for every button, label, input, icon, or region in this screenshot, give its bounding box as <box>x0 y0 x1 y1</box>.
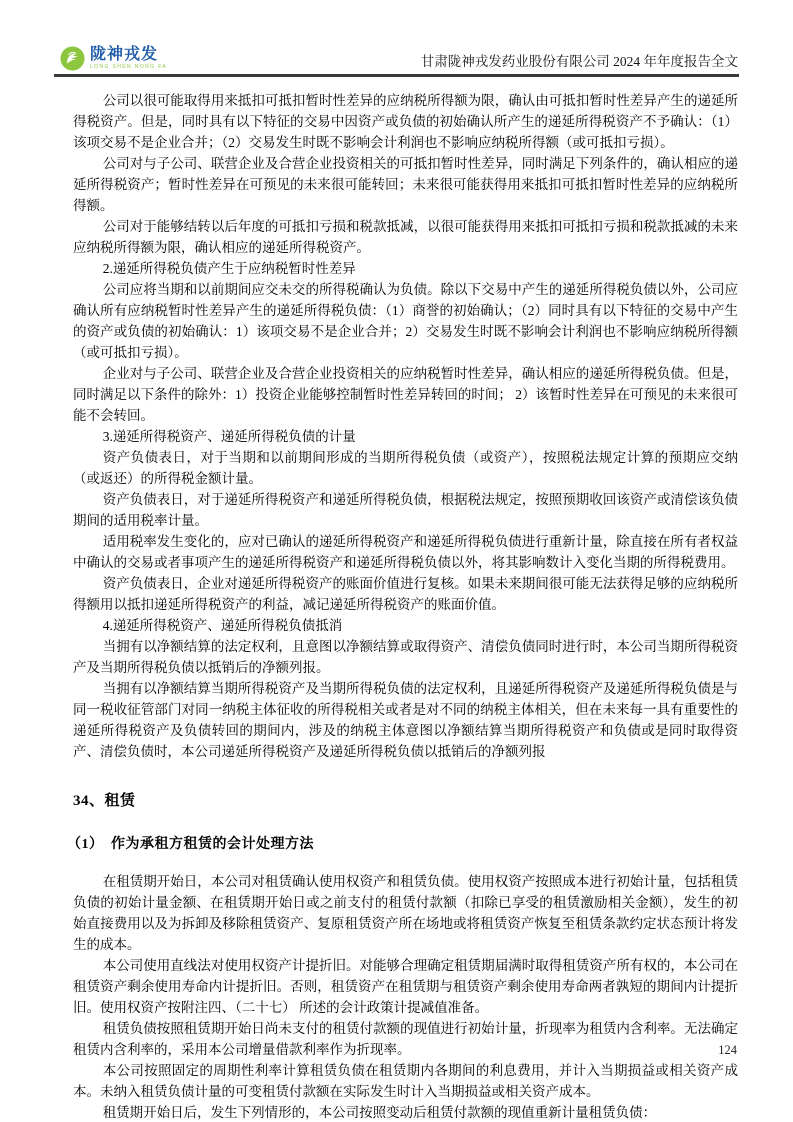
paragraph-lease-1: 在租赁期开始日，本公司对租赁确认使用权资产和租赁负债。使用权资产按照成本进行初始计量，包括租赁负债的初始计量金额、在租赁期开始日或之前支付的租赁付款额（扣除已享受的租赁激励相关金额），发生的初始直接费用以及为拆卸及移除租赁资产、复原租赁资产所在场地或将租赁资产恢复至租赁条款约定状态预计将发生的成本。 <box>73 874 738 952</box>
paragraph-lease-4: 本公司按照固定的周期性利率计算租赁负债在租赁期内各期间的利息费用，并计入当期损益或相关资产成本。未纳入租赁负债计量的可变租赁付款额在实际发生时计入当期损益或相关资产成本。 <box>73 1063 738 1099</box>
page-body <box>67 90 738 1122</box>
paragraph-tax-4-subitem: 2.递延所得税负债产生于应纳税暂时性差异 <box>102 261 356 276</box>
paragraph-tax-6: 企业对与子公司、联营企业及合营企业投资相关的应纳税暂时性差异，确认相应的递延所得税负债。但是，同时满足以下条件的除外：1）投资企业能够控制暂时性差异转回的时间； 2）该暂时性差异在可预见的未来很可能不会转回。 <box>73 366 738 423</box>
paragraph-tax-10: 适用税率发生变化的，应对已确认的递延所得税资产和递延所得税负债进行重新计量，除直接在所有者权益中确认的交易或者事项产生的递延所得税资产和递延所得税负债以外，将其影响数计入变化当期的所得税费用。 <box>73 534 738 570</box>
brand-name-en: LONG SHEN NONG FA <box>90 64 168 70</box>
subsection-heading-lessee-accounting: （1） 作为承租方租赁的会计处理方法 <box>67 837 314 852</box>
brand-text <box>90 47 167 70</box>
report-title: 甘肃陇神戎发药业股份有限公司 2024 年年度报告全文 <box>420 54 738 69</box>
brand-name-cn: 陇神戎发 <box>90 46 159 63</box>
paragraph-lease-2: 本公司使用直线法对使用权资产计提折旧。对能够合理确定租赁期届满时取得租赁资产所有权的，本公司在租赁资产剩余使用寿命内计提折旧。否则，租赁资产在租赁期与租赁资产剩余使用寿命两者孰短的期间内计提折旧。使用权资产按附注四、（二十七） 所述的会计政策计提减值准备。 <box>73 958 738 1015</box>
header-divider <box>54 74 739 77</box>
paragraph-lease-5: 租赁期开始日后，发生下列情形的，本公司按照变动后租赁付款额的现值重新计量租赁负债： <box>102 1105 657 1120</box>
paragraph-tax-8: 资产负债表日，对于当期和以前期间形成的当期所得税负债（或资产），按照税法规定计算的预期应交纳（或返还）的所得税金额计量。 <box>73 450 738 486</box>
paragraph-tax-12-subitem: 4.递延所得税资产、递延所得税负债抵消 <box>102 618 343 633</box>
section-heading-34-leases: 34、租赁 <box>73 793 136 809</box>
paragraph-tax-5: 公司应将当期和以前期间应交未交的所得税确认为负债。除以下交易中产生的递延所得税负债以外，公司应确认所有应纳税暂时性差异产生的递延所得税负债：（1）商誉的初始确认；（2）同时具有以下特征的交易中产生的资产或负债的初始确认：1）该项交易不是企业合并；2）交易发生时既不影响会计利润也不影响应纳税所得额（或可抵扣亏损）。 <box>73 282 738 360</box>
paragraph-tax-9: 资产负债表日，对于递延所得税资产和递延所得税负债，根据税法规定，按照预期收回该资产或清偿该负债期间的适用税率计量。 <box>73 492 738 528</box>
page-number: 124 <box>718 1043 737 1057</box>
logo-icon <box>60 46 85 71</box>
brand-logo <box>60 46 167 71</box>
paragraph-tax-2: 公司对与子公司、联营企业及合营企业投资相关的可抵扣暂时性差异，同时满足下列条件的，确认相应的递延所得税资产；暂时性差异在可预见的未来很可能转回；未来很可能获得用来抵扣可抵扣暂时性差异的应纳税所得额。 <box>73 156 738 213</box>
paragraph-tax-1: 公司以很可能取得用来抵扣可抵扣暂时性差异的应纳税所得额为限，确认由可抵扣暂时性差异产生的递延所得税资产。但是，同时具有以下特征的交易中因资产或负债的初始确认所产生的递延所得税资产不予确认：（1）该项交易不是企业合并；（2）交易发生时既不影响会计利润也不影响应纳税所得额（或可抵扣亏损）。 <box>73 93 738 150</box>
paragraph-lease-3: 租赁负债按照租赁期开始日尚未支付的租赁付款额的现值进行初始计量，折现率为租赁内含利率。无法确定租赁内含利率的，采用本公司增量借款利率作为折现率。 <box>73 1021 738 1057</box>
paragraph-tax-14: 当拥有以净额结算当期所得税资产及当期所得税负债的法定权利，且递延所得税资产及递延所得税负债是与同一税收征管部门对同一纳税主体征收的所得税相关或者是对不同的纳税主体相关，但在未来每一具有重要性的递延所得税资产及负债转回的期间内，涉及的纳税主体意图以净额结算当期所得税资产和负债或是同时取得资产、清偿负债时，本公司递延所得税资产及递延所得税负债以抵销后的净额列报 <box>73 681 738 759</box>
paragraph-tax-13: 当拥有以净额结算的法定权利，且意图以净额结算或取得资产、清偿负债同时进行时，本公司当期所得税资产及当期所得税负债以抵销后的净额列报。 <box>73 639 738 675</box>
page-header <box>0 0 793 71</box>
paragraph-tax-3: 公司对于能够结转以后年度的可抵扣亏损和税款抵减，以很可能获得用来抵扣可抵扣亏损和税款抵减的未来应纳税所得额为限，确认相应的递延所得税资产。 <box>73 219 738 255</box>
paragraph-tax-11: 资产负债表日，企业对递延所得税资产的账面价值进行复核。如果未来期间很可能无法获得足够的应纳税所得额用以抵扣递延所得税资产的利益，减记递延所得税资产的账面价值。 <box>73 576 738 612</box>
paragraph-tax-7-subitem: 3.递延所得税资产、递延所得税负债的计量 <box>102 429 356 444</box>
